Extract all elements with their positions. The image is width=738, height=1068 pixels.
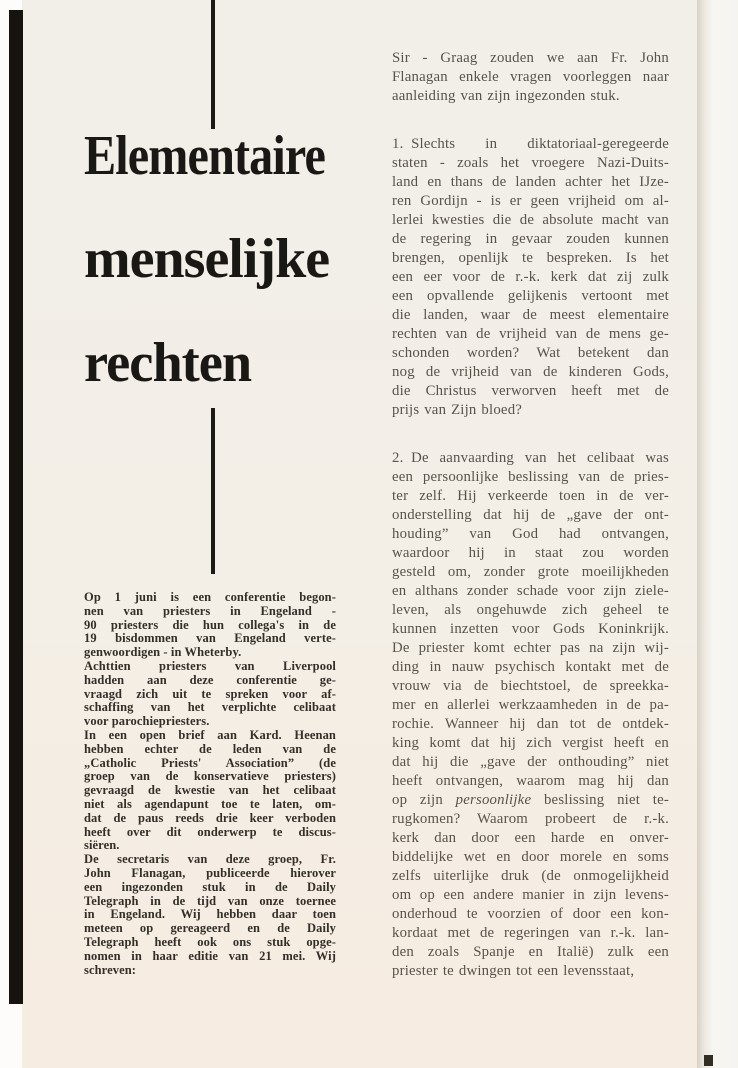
- text-line: priester te dwingen tot een levensstaat,: [392, 963, 635, 979]
- text-line: lerlei kwesties die de absolute macht van: [392, 212, 669, 228]
- text-line: 90 priesters die hun collega's in de: [84, 617, 336, 632]
- text-line: king komt dat hij zich vergist heeft en: [392, 735, 669, 751]
- text-line: Sir - Graag zouden we aan Fr. John: [392, 50, 669, 66]
- text-line: ter zelf. Hij verkeerde toen in de ver-: [392, 488, 669, 504]
- paragraph: [84, 729, 336, 853]
- text-line: vraagd zich uit te spreken voor af-: [84, 686, 336, 701]
- text-line: De secretaris van deze groep, Fr.: [84, 852, 336, 867]
- text-line: en althans zonder schade voor zijn ziele-: [392, 583, 669, 599]
- text-line: Telegraph in de tijd van onze toernee: [84, 893, 336, 908]
- paragraph: [392, 449, 669, 981]
- text-line: waardoor hij in staat zou worden: [392, 545, 669, 561]
- text-line: 19 bisdommen van Engeland verte-: [84, 631, 336, 646]
- text-line: om op een andere manier in zijn levens-: [392, 887, 669, 903]
- text-line: Flanagan enkele vragen voorleggen naar: [392, 69, 669, 85]
- text-line: houding” van God had ontvangen,: [392, 526, 669, 542]
- text-line: schaffing van het verplichte celibaat: [84, 700, 336, 715]
- text-line: op zijn persoonlijke beslissing niet te-: [392, 792, 670, 808]
- text-line: kordaat met de regeringen van r.-k. lan-: [392, 925, 669, 941]
- text-line: nog de vrijheid van de kinderen Gods,: [392, 364, 669, 380]
- text-line: biddelijke wet en door morele en soms: [392, 849, 669, 865]
- text-line: Op 1 juni is een conferentie begon-: [84, 590, 336, 604]
- text-line: leven, als ongehuwde zich geheel te: [392, 602, 669, 618]
- text-line: gevraagd de kwestie van het celibaat: [84, 783, 336, 798]
- text-line: meteen op gereageerd en de Daily: [84, 921, 336, 936]
- text-line: heeft ontvangen, waarom mag hij dan: [392, 773, 669, 789]
- text-line: in Engeland. Wij hebben daar toen: [84, 907, 336, 922]
- text-line: 2. De aanvaarding van het celibaat was: [392, 450, 669, 466]
- text-line: Telegraph heeft ook ons stuk opge-: [84, 934, 336, 949]
- text-line: den zoals Spanje en Italië) zulk een: [392, 944, 669, 960]
- text-line: land en thans de landen achter het IJze-: [392, 174, 669, 190]
- text-line: nen van priesters in Engeland -: [84, 603, 336, 618]
- headline-rule-top: [211, 0, 215, 129]
- binding-bar: [9, 10, 23, 1004]
- text-line: kunnen inzetten voor Gods Koninkrijk.: [392, 621, 669, 637]
- text-line: nomen in haar editie van 21 mei. Wij: [84, 948, 336, 963]
- text-line: kerk dan door een harde en onver-: [392, 830, 669, 846]
- text-line: dat de paus reeds drie keer verboden: [84, 810, 336, 825]
- text-line: gesteld om, zonder grote moeilijkheden: [392, 564, 669, 580]
- text-line: rochie. Wanneer hij dan tot de ontdek-: [392, 716, 669, 732]
- text-line: staten - zoals het vroegere Nazi-Duits-: [392, 155, 669, 171]
- text-line: rugkomen? Waarom probeert de r.-k.: [392, 811, 669, 827]
- text-line: voor parochiepriesters.: [84, 714, 210, 729]
- text-line: onderhoud te voorzien of door een kon-: [392, 906, 669, 922]
- text-line: zelfs uiterlijke druk (de onmogelijkheid: [392, 868, 669, 884]
- text-line: aanleiding van zijn ingezonden stuk.: [392, 88, 620, 104]
- paragraph: [84, 853, 336, 977]
- text-line: die landen, waar de meest elementaire: [392, 307, 669, 323]
- text-line: „Catholic Priests' Association” (de: [84, 755, 336, 770]
- text-line: de regering in gevaar zouden kunnen: [392, 231, 669, 247]
- intro-column: [84, 591, 336, 977]
- text-line: siëren.: [84, 838, 120, 853]
- text-line: die Christus verworven heeft met de: [392, 383, 669, 399]
- text-line: prijs van Zijn bloed?: [392, 402, 523, 418]
- text-line: een eer voor de r.-k. kerk dat zij zulk: [392, 269, 669, 285]
- text-line: vrouw via de biechtstoel, de spreekka-: [392, 678, 669, 694]
- text-line: De priester komt echter pas na zijn wij-: [392, 640, 669, 656]
- letter-column: [392, 49, 669, 981]
- paragraph: [84, 591, 336, 660]
- text-line: brengen, openlijk te bespreken. Is het: [392, 250, 669, 266]
- text-line: genwoordigen - in Wheterby.: [84, 645, 242, 660]
- headline-rule-bottom: [211, 408, 215, 574]
- text-line: In een open brief aan Kard. Heenan: [84, 727, 336, 742]
- text-line: mer en allerlei werkzaamheden in de pa-: [392, 697, 669, 713]
- text-line: een persoonlijke beslissing van de pries-: [392, 469, 669, 485]
- page-right-edge: [697, 0, 738, 1068]
- page-title-line: rechten: [84, 332, 252, 394]
- text-line: niet als agendapunt toe te laten, om-: [84, 796, 336, 811]
- text-line: hebben echter de leden van de: [84, 741, 336, 756]
- text-line: ding in nauw psychisch kontakt met de: [392, 659, 669, 675]
- page-title-line: menselijke: [84, 228, 330, 290]
- text-line: schreven:: [84, 962, 137, 977]
- text-line: een ingezonden stuk in de Daily: [84, 879, 336, 894]
- text-line: John Flanagan, publiceerde hierover: [84, 865, 336, 880]
- corner-mark: [704, 1055, 713, 1066]
- text-line: dat hij die „gave der onthouding” niet: [392, 754, 669, 770]
- page-title-line: Elementaire: [84, 125, 326, 187]
- paragraph: [84, 660, 336, 729]
- text-line: ren Gordijn - is er geen vrijheid om al-: [392, 193, 669, 209]
- text-line: onderstelling dat hij de „gave der ont-: [392, 507, 669, 523]
- text-line: Achttien priesters van Liverpool: [84, 658, 336, 673]
- text-line: een opvallende gelijkenis vertoont met: [392, 288, 669, 304]
- text-line: 1. Slechts in diktatoriaal-geregeerde: [392, 136, 669, 152]
- text-line: schonden worden? Wat betekent dan: [392, 345, 669, 361]
- text-line: groep van de konservatieve priesters): [84, 769, 336, 784]
- text-line: hadden aan deze conferentie ge-: [84, 672, 336, 687]
- text-line: heeft over dit onderwerp te discus-: [84, 824, 336, 839]
- paragraph: [392, 49, 669, 106]
- paragraph: [392, 135, 669, 420]
- text-line: rechten van de vrijheid van de mens ge-: [392, 326, 669, 342]
